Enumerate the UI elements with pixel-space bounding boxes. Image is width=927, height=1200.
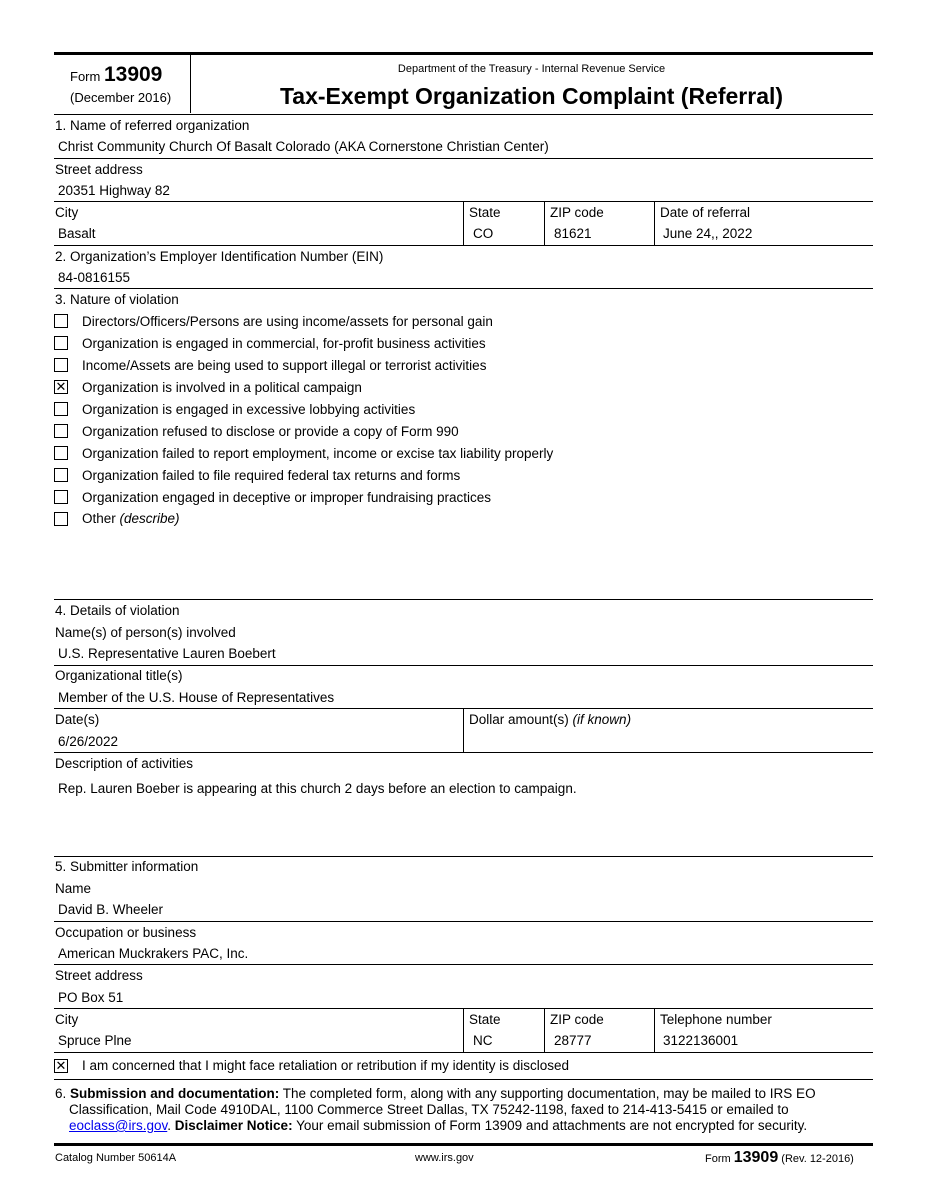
checkbox-label: Organization engaged in deceptive or improper fundraising practices bbox=[82, 490, 491, 505]
org-name-field[interactable]: Christ Community Church Of Basalt Colorado (AKA Cornerstone Christian Center) bbox=[58, 139, 549, 154]
zip-label: ZIP code bbox=[550, 205, 604, 220]
occupation-label: Occupation or business bbox=[55, 925, 197, 940]
submitter-city-label: City bbox=[55, 1012, 79, 1027]
checkbox-illegal-activities[interactable] bbox=[54, 358, 68, 372]
footer-form-label: Form bbox=[705, 1153, 731, 1165]
ein-label: 2. Organization’s Employer Identification Number (EIN) bbox=[55, 249, 384, 264]
violation-details-label: 4. Details of violation bbox=[55, 603, 180, 618]
checkbox-retaliation[interactable] bbox=[54, 1059, 68, 1073]
submitter-street-field[interactable]: PO Box 51 bbox=[58, 990, 124, 1005]
footer-form-number: 13909 bbox=[733, 1149, 779, 1166]
checkbox-lobbying[interactable] bbox=[54, 402, 68, 416]
street-field[interactable]: 20351 Highway 82 bbox=[58, 183, 170, 198]
checkbox-other[interactable] bbox=[54, 512, 68, 526]
checkbox-label bbox=[82, 511, 180, 526]
referral-date-label: Date of referral bbox=[660, 205, 751, 220]
dollar-label-text: Dollar amount(s) bbox=[469, 712, 569, 727]
form-date: (December 2016) bbox=[70, 90, 172, 105]
other-description-area[interactable] bbox=[80, 532, 870, 594]
retaliation-label: I am concerned that I might face retaliation or retribution if my identity is disclosed bbox=[82, 1058, 569, 1073]
checkbox-commercial-activities[interactable] bbox=[54, 336, 68, 350]
other-label: Other bbox=[82, 511, 116, 526]
street-label: Street address bbox=[55, 162, 143, 177]
state-label: State bbox=[469, 205, 501, 220]
footer-form-id bbox=[705, 1149, 854, 1167]
state-field[interactable]: CO bbox=[473, 226, 494, 241]
submission-paragraph bbox=[55, 1086, 870, 1134]
submission-text-1: The completed form, along with any supporting documentation, may be mailed to IRS EO bbox=[279, 1086, 816, 1101]
checkbox-tax-liability[interactable] bbox=[54, 446, 68, 460]
checkbox-label: Organization is involved in a political campaign bbox=[82, 380, 362, 395]
checkbox-label: Directors/Officers/Persons are using income/assets for personal gain bbox=[82, 314, 493, 329]
zip-field[interactable]: 81621 bbox=[554, 226, 592, 241]
disclaimer-text: Your email submission of Form 13909 and attachments are not encrypted for security. bbox=[292, 1118, 808, 1133]
dollar-amount-label bbox=[469, 712, 631, 727]
checkbox-label: Organization refused to disclose or provide a copy of Form 990 bbox=[82, 424, 459, 439]
ein-field[interactable]: 84-0816155 bbox=[58, 270, 131, 285]
persons-involved-label: Name(s) of person(s) involved bbox=[55, 625, 236, 640]
form-number-block bbox=[70, 63, 162, 87]
checkmark-x-icon: ✕ bbox=[55, 379, 67, 394]
checkmark-x-icon: ✕ bbox=[55, 1058, 67, 1073]
referral-date-field[interactable]: June 24,, 2022 bbox=[663, 226, 753, 241]
org-name-label: 1. Name of referred organization bbox=[55, 118, 250, 133]
submission-text-2: Classification, Mail Code 4910DAL, 1100 Commerce Street Dallas, TX 75242-1198, faxed to 214-413-5415 or emailed to bbox=[69, 1102, 789, 1117]
website-text: www.irs.gov bbox=[415, 1152, 474, 1164]
description-label: Description of activities bbox=[55, 756, 194, 771]
dollar-amount-field[interactable] bbox=[469, 731, 869, 749]
checkbox-label: Income/Assets are being used to support illegal or terrorist activities bbox=[82, 358, 487, 373]
titles-field[interactable]: Member of the U.S. House of Representatives bbox=[58, 690, 335, 705]
dates-field[interactable]: 6/26/2022 bbox=[58, 734, 119, 749]
form-number: 13909 bbox=[103, 63, 163, 86]
email-trailing-dot: . bbox=[167, 1118, 175, 1133]
phone-field[interactable]: 3122136001 bbox=[663, 1033, 739, 1048]
other-describe-hint: (describe) bbox=[119, 511, 180, 526]
submitter-street-label: Street address bbox=[55, 968, 143, 983]
footer-rev: (Rev. 12-2016) bbox=[781, 1153, 854, 1165]
checkbox-label: Organization failed to report employment, income or excise tax liability properly bbox=[82, 446, 554, 461]
description-field[interactable]: Rep. Lauren Boeber is appearing at this church 2 days before an election to campaign. bbox=[58, 781, 577, 796]
submitter-name-label: Name bbox=[55, 881, 92, 896]
violation-nature-label: 3. Nature of violation bbox=[55, 292, 179, 307]
section6-number: 6. bbox=[55, 1086, 71, 1101]
checkbox-tax-returns[interactable] bbox=[54, 468, 68, 482]
catalog-number: Catalog Number 50614A bbox=[55, 1152, 177, 1164]
submission-heading: Submission and documentation: bbox=[70, 1086, 280, 1101]
phone-label: Telephone number bbox=[660, 1012, 772, 1027]
checkbox-label: Organization is engaged in commercial, for-profit business activities bbox=[82, 336, 486, 351]
agency-line: Department of the Treasury - Internal Revenue Service bbox=[397, 63, 666, 75]
submitter-zip-field[interactable]: 28777 bbox=[554, 1033, 592, 1048]
submitter-city-field[interactable]: Spruce Plne bbox=[58, 1033, 132, 1048]
form-label: Form bbox=[70, 69, 101, 84]
checkbox-personal-gain[interactable] bbox=[54, 314, 68, 328]
persons-involved-field[interactable]: U.S. Representative Lauren Boebert bbox=[58, 646, 276, 661]
titles-label: Organizational title(s) bbox=[55, 668, 183, 683]
city-label: City bbox=[55, 205, 79, 220]
submitter-zip-label: ZIP code bbox=[550, 1012, 604, 1027]
dates-label: Date(s) bbox=[55, 712, 100, 727]
checkbox-form-990[interactable] bbox=[54, 424, 68, 438]
city-field[interactable]: Basalt bbox=[58, 226, 96, 241]
submitter-info-label: 5. Submitter information bbox=[55, 859, 199, 874]
disclaimer-heading: Disclaimer Notice: bbox=[174, 1118, 293, 1133]
submitter-state-field[interactable]: NC bbox=[473, 1033, 493, 1048]
submitter-name-field[interactable]: David B. Wheeler bbox=[58, 902, 164, 917]
occupation-field[interactable]: American Muckrakers PAC, Inc. bbox=[58, 946, 249, 961]
dollar-label-note: (if known) bbox=[572, 712, 632, 727]
submitter-state-label: State bbox=[469, 1012, 501, 1027]
checkbox-label: Organization failed to file required federal tax returns and forms bbox=[82, 468, 461, 483]
checkbox-label: Organization is engaged in excessive lobbying activities bbox=[82, 402, 416, 417]
irs-email-link[interactable]: eoclass@irs.gov bbox=[69, 1118, 168, 1133]
page-title: Tax-Exempt Organization Complaint (Referral) bbox=[279, 83, 784, 109]
checkbox-political-campaign[interactable] bbox=[54, 380, 68, 394]
checkbox-fundraising[interactable] bbox=[54, 490, 68, 504]
